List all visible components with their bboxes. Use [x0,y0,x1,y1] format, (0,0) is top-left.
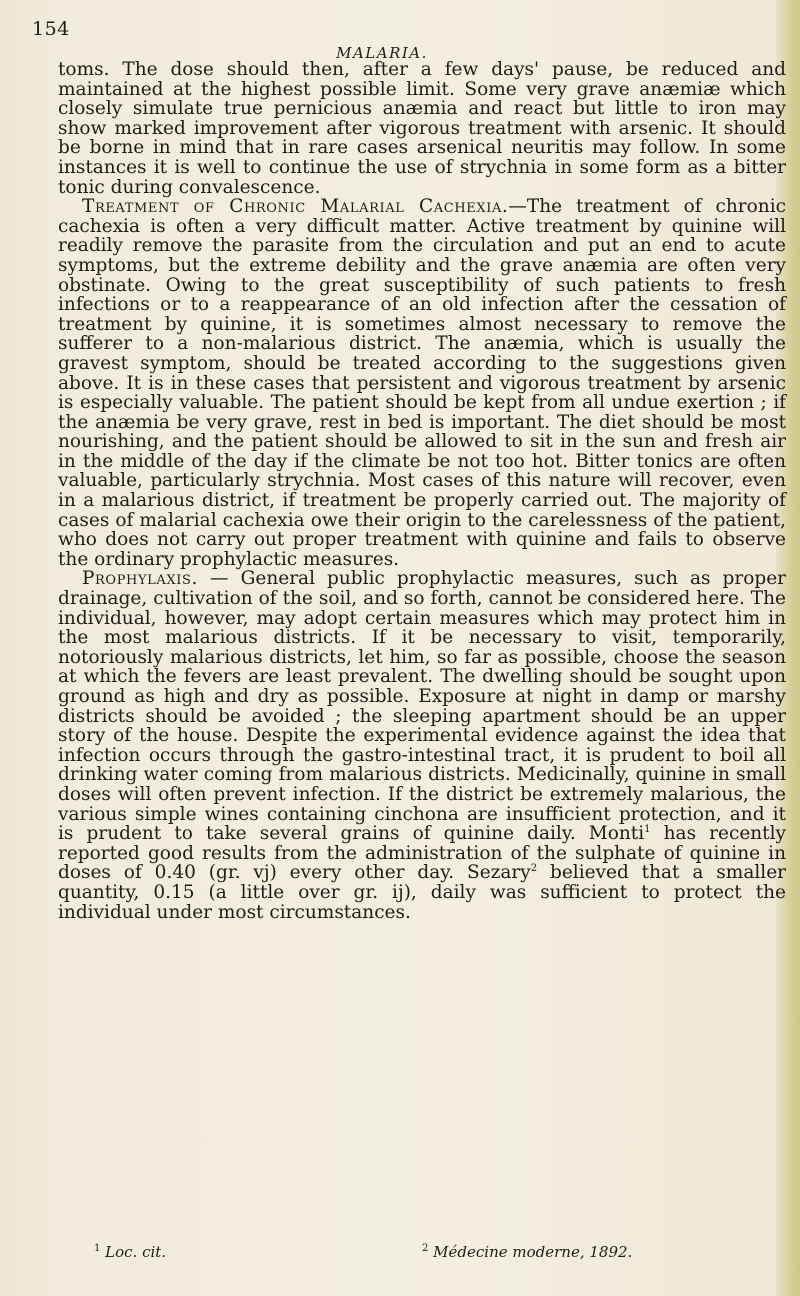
footnote-ref: 2 [530,863,538,875]
section-heading: Prophylaxis. [82,568,198,590]
body-text [58,60,786,922]
section-heading: Treatment of Chronic Malarial Cachexia. [82,196,509,218]
paragraph [58,60,786,197]
footnote-text: Médecine moderne, 1892. [433,1243,633,1261]
paragraph-text: toms. The dose should then, after a few days' pause, be reduced and maintained at the highest possible limit. Some very grave anæmiæ which closely simulate true pernicious anæmia and react but little to iron may show marked improvement after vigorous treatment with arsenic. It should be borne in mind that in rare cases arsenical neuritis may follow. In some instances it is well to continue the use of strychnia in some form as a bitter tonic during convalescence. [58,59,786,198]
paragraph-text: believed that a smaller quantity, 0.15 (a little over gr. ij), daily was sufficient to protect the individual under most circumstances. [58,862,786,923]
footnote-ref: 1 [644,824,651,835]
page-number: 154 [32,18,70,40]
footnote-marker: 1 [94,1243,101,1254]
running-title: MALARIA. [336,44,428,62]
page-header [32,18,732,62]
paragraph-text: — General public prophylactic measures, such as proper drainage, cultivation of the soil, and so forth, cannot be considered here. The individual, however, may adopt certain measures which may protect him in the most malarious districts. If it be necessary to visit, temporarily, notoriously malarious districts, let him, so far as possible, choose the season at which the fevers are least prevalent. The dwelling should be sought upon ground as high and dry as possible. Exposure at night in damp or marshy districts should be avoided ; the sleeping apartment should be an upper story of the house. Despite the experimental evidence against the idea that infection occurs through the gastro-intestinal tract, it is prudent to boil all drinking water coming from malarious districts. Medicinally, quinine in small doses will often prevent infection. If the district be extremely malarious, the various simple wines containing cinchona are insufficient protection, and it is prudent to take several grains of quinine daily. Monti [58,568,786,845]
paragraph-text: has recently reported good results from the administration of the sulphate of quinine in doses of 0.40 (gr. vj) every other day. Sezary [58,823,786,884]
footnote-text: Loc. cit. [105,1243,167,1261]
footnote-marker: 2 [422,1243,429,1254]
footnote [94,1243,166,1261]
paragraph [58,569,786,922]
paragraph-text: —The treatment of chronic cachexia is often a very difficult matter. Active treatment by quinine will readily remove the parasite from the circulation and put an end to acute symptoms, but the extreme debility and the grave anæmia are often very obstinate. Owing to the great susceptibility of such patients to fresh infections or to a reappearance of an old infection after the cessation of treatment by quinine, it is sometimes almost necessary to remove the sufferer to a non-malarious district. The anæmia, which is usually the gravest symptom, should be treated according to the suggestions given above. It is in these cases that persistent and vigorous treatment by arsenic is especially valuable. The patient should be kept from all undue exertion ; if the anæmia be very grave, rest in bed is important. The diet should be most nourishing, and the patient should be allowed to sit in the sun and fresh air in the middle of the day if the climate be not too hot. Bitter tonics are often valuable, particularly strychnia. Most cases of this nature will recover, even in a malarious district, if treatment be properly carried out. The majority of cases of malarial cachexia owe their origin to the carelessness of the patient, who does not carry out proper treatment with quinine and fails to observe the ordinary prophylactic measures. [58,196,786,570]
paragraph [58,197,786,569]
footnote [422,1243,632,1261]
